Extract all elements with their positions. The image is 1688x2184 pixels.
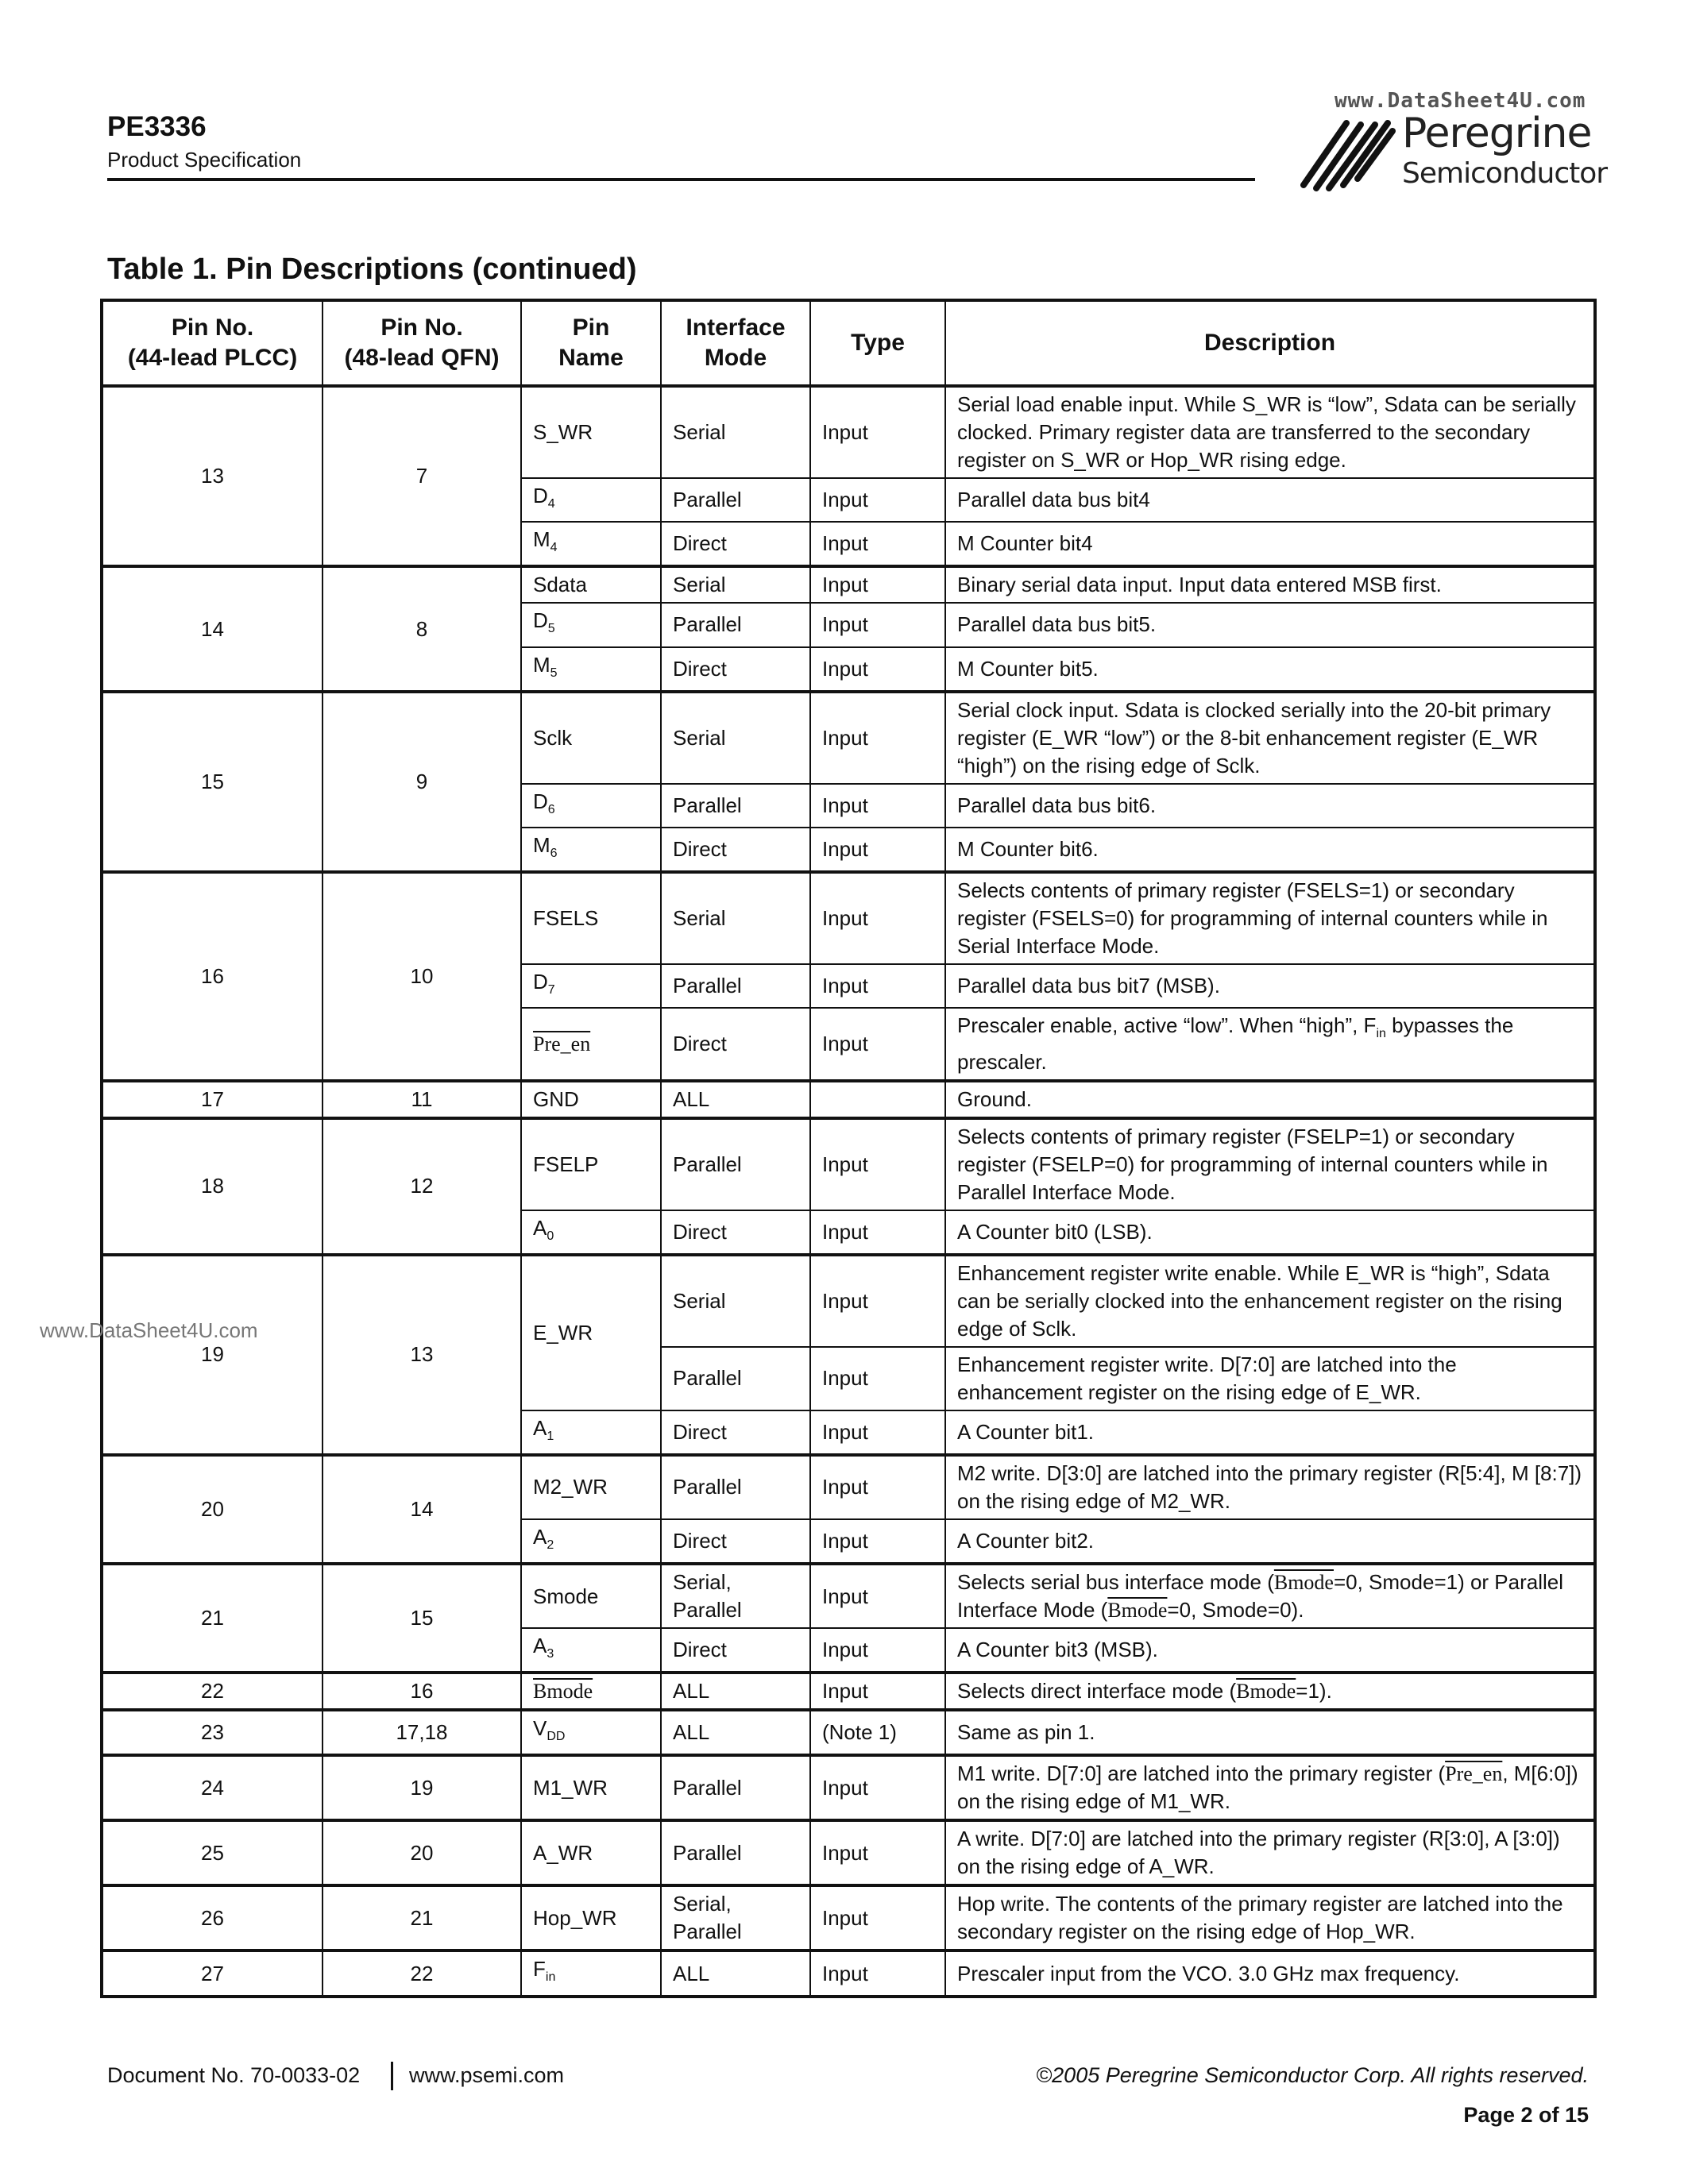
cell-type: Input bbox=[810, 1118, 945, 1210]
cell-pin-name bbox=[521, 692, 661, 784]
cell-description: A Counter bit3 (MSB). bbox=[945, 1628, 1595, 1673]
cell-qfn-pin: 13 bbox=[323, 1255, 521, 1455]
cell-type bbox=[810, 1081, 945, 1118]
cell-plcc-pin: 16 bbox=[102, 872, 323, 1080]
pin-name-text: M1_WR bbox=[533, 1775, 608, 1800]
cell-description: Prescaler input from the VCO. 3.0 GHz max frequency. bbox=[945, 1951, 1595, 1996]
subscript: 5 bbox=[550, 666, 558, 680]
pin-name-text: M bbox=[533, 527, 550, 552]
pin-group bbox=[102, 1255, 1595, 1455]
pin-group bbox=[102, 1673, 1595, 1710]
cell-pin-name bbox=[521, 1885, 661, 1951]
pin-name-text: A_WR bbox=[533, 1840, 593, 1865]
subscript: 1 bbox=[547, 1429, 554, 1443]
cell-description: Parallel data bus bit6. bbox=[945, 784, 1595, 828]
pin-group bbox=[102, 692, 1595, 872]
cell-pin-name bbox=[521, 647, 661, 692]
cell-interface-mode: Serial bbox=[661, 386, 810, 478]
cell-type: Input bbox=[810, 1755, 945, 1820]
cell-interface-mode: Parallel bbox=[661, 1347, 810, 1410]
cell-type: Input bbox=[810, 1564, 945, 1628]
cell-plcc-pin: 23 bbox=[102, 1710, 323, 1755]
cell-interface-mode: Parallel bbox=[661, 1455, 810, 1519]
cell-type: Input bbox=[810, 566, 945, 603]
cell-pin-name bbox=[521, 1628, 661, 1673]
cell-pin-name bbox=[521, 1255, 661, 1410]
cell-type: Input bbox=[810, 784, 945, 828]
cell-qfn-pin: 8 bbox=[323, 566, 521, 691]
header-rule bbox=[107, 178, 1255, 181]
cell-type: (Note 1) bbox=[810, 1710, 945, 1755]
cell-plcc-pin: 20 bbox=[102, 1455, 323, 1564]
pin-name-text: D bbox=[533, 789, 548, 813]
cell-interface-mode: Direct bbox=[661, 1008, 810, 1080]
cell-interface-mode: Direct bbox=[661, 1210, 810, 1255]
cell-type: Input bbox=[810, 1673, 945, 1710]
cell-description: M Counter bit6. bbox=[945, 828, 1595, 872]
subscript: 4 bbox=[547, 497, 555, 511]
cell-interface-mode: Parallel bbox=[661, 784, 810, 828]
pin-name-text: M bbox=[533, 832, 550, 857]
subscript: 2 bbox=[547, 1538, 554, 1553]
pin-group bbox=[102, 1755, 1595, 1820]
footer-separator bbox=[391, 2062, 393, 2090]
pin-name-text: E_WR bbox=[533, 1320, 593, 1345]
cell-description: Selects contents of primary register (FSELP=1) or secondary register (FSELP=0) for programming of internal counters while in Parallel Interface Mode. bbox=[945, 1118, 1595, 1210]
cell-interface-mode: ALL bbox=[661, 1673, 810, 1710]
pin-group bbox=[102, 1710, 1595, 1755]
cell-pin-name bbox=[521, 1673, 661, 1710]
cell-interface-mode: Serial bbox=[661, 566, 810, 603]
cell-type: Input bbox=[810, 522, 945, 566]
cell-pin-name bbox=[521, 784, 661, 828]
table-row bbox=[102, 1564, 1595, 1628]
cell-type: Input bbox=[810, 872, 945, 964]
pin-descriptions-table bbox=[100, 299, 1597, 1998]
pin-name-text: FSELS bbox=[533, 906, 599, 931]
pin-name-text: M2_WR bbox=[533, 1475, 608, 1499]
cell-qfn-pin: 7 bbox=[323, 386, 521, 566]
cell-description: Same as pin 1. bbox=[945, 1710, 1595, 1755]
desc-text: M1 write. D[7:0] are latched into the primary register ( bbox=[957, 1761, 1446, 1786]
cell-description: Parallel data bus bit5. bbox=[945, 603, 1595, 646]
cell-type: Input bbox=[810, 1410, 945, 1455]
subscript: 6 bbox=[550, 847, 558, 861]
pin-name-overlined: Pre_en bbox=[533, 1032, 591, 1055]
cell-pin-name bbox=[521, 603, 661, 646]
top-watermark: www.DataSheet4U.com bbox=[1335, 89, 1586, 113]
cell-pin-name bbox=[521, 1820, 661, 1885]
cell-description: M Counter bit5. bbox=[945, 647, 1595, 692]
subscript: 7 bbox=[547, 983, 555, 997]
cell-type: Input bbox=[810, 1347, 945, 1410]
cell-interface-mode: Direct bbox=[661, 522, 810, 566]
pin-name-text: F bbox=[533, 1957, 546, 1981]
side-watermark: www.DataSheet4U.com bbox=[40, 1318, 258, 1342]
table-row bbox=[102, 1455, 1595, 1519]
cell-interface-mode: Parallel bbox=[661, 1118, 810, 1210]
cell-interface-mode: ALL bbox=[661, 1951, 810, 1996]
cell-plcc-pin: 17 bbox=[102, 1081, 323, 1118]
pin-group bbox=[102, 872, 1595, 1080]
table-row bbox=[102, 386, 1595, 478]
cell-interface-mode: Parallel bbox=[661, 478, 810, 522]
subscript: 3 bbox=[547, 1647, 554, 1661]
desc-text: =0, Smode=1) or Parallel Interface Mode ( bbox=[957, 1570, 1564, 1623]
desc-text: , M[6:0]) on the rising edge of M1_WR. bbox=[957, 1761, 1578, 1814]
table-row bbox=[102, 692, 1595, 784]
cell-qfn-pin: 16 bbox=[323, 1673, 521, 1710]
desc-overlined: Bmode bbox=[1236, 1680, 1296, 1704]
subscript: in bbox=[1376, 1027, 1386, 1041]
cell-type: Input bbox=[810, 1255, 945, 1347]
footer-url: www.psemi.com bbox=[409, 2063, 565, 2087]
cell-description: A Counter bit0 (LSB). bbox=[945, 1210, 1595, 1255]
table-row bbox=[102, 1081, 1595, 1118]
header-plcc: Pin No. (44-lead PLCC) bbox=[102, 300, 323, 386]
subscript: 6 bbox=[547, 802, 555, 816]
cell-pin-name bbox=[521, 1410, 661, 1455]
cell-interface-mode: Direct bbox=[661, 1519, 810, 1564]
cell-qfn-pin: 21 bbox=[323, 1885, 521, 1951]
cell-interface-mode: Direct bbox=[661, 828, 810, 872]
cell-description: Parallel data bus bit4 bbox=[945, 478, 1595, 522]
pin-name-text: D bbox=[533, 608, 548, 633]
logo-stripes-icon bbox=[1299, 115, 1398, 195]
cell-interface-mode: Parallel bbox=[661, 603, 810, 646]
pin-name-text: Sdata bbox=[533, 573, 587, 597]
subscript: in bbox=[545, 1970, 556, 1985]
cell-description: A Counter bit1. bbox=[945, 1410, 1595, 1455]
cell-description: Serial load enable input. While S_WR is “low”, Sdata can be serially clocked. Primary register data are transferred to the secondary register on S_WR or Hop_WR rising edge. bbox=[945, 386, 1595, 478]
pin-name-text: Hop_WR bbox=[533, 1905, 617, 1930]
cell-type: Input bbox=[810, 692, 945, 784]
pin-name-text: A bbox=[533, 1215, 547, 1240]
cell-interface-mode: Direct bbox=[661, 1410, 810, 1455]
subscript: DD bbox=[547, 1730, 566, 1744]
cell-pin-name bbox=[521, 1118, 661, 1210]
table-row bbox=[102, 1710, 1595, 1755]
cell-interface-mode: Parallel bbox=[661, 964, 810, 1008]
logo-name: Peregrine bbox=[1402, 110, 1592, 157]
cell-qfn-pin: 9 bbox=[323, 692, 521, 872]
pin-group bbox=[102, 1951, 1595, 1996]
desc-overlined: Bmode bbox=[1107, 1599, 1168, 1623]
cell-interface-mode: ALL bbox=[661, 1081, 810, 1118]
cell-plcc-pin: 24 bbox=[102, 1755, 323, 1820]
cell-type: Input bbox=[810, 1885, 945, 1951]
cell-pin-name bbox=[521, 522, 661, 566]
cell-interface-mode: Serial bbox=[661, 1255, 810, 1347]
pin-name-text: D bbox=[533, 970, 548, 994]
pin-name-text: M bbox=[533, 652, 550, 677]
cell-type: Input bbox=[810, 1628, 945, 1673]
header-type: Type bbox=[810, 300, 945, 386]
cell-pin-name bbox=[521, 1951, 661, 1996]
cell-description: Enhancement register write. D[7:0] are latched into the enhancement register on the rising edge of E_WR. bbox=[945, 1347, 1595, 1410]
cell-qfn-pin: 20 bbox=[323, 1820, 521, 1885]
cell-type: Input bbox=[810, 1519, 945, 1564]
document-type: Product Specification bbox=[107, 148, 302, 172]
desc-text: =0, Smode=0). bbox=[1167, 1598, 1304, 1623]
header-description: Description bbox=[945, 300, 1595, 386]
cell-interface-mode: Serial, Parallel bbox=[661, 1885, 810, 1951]
table-row bbox=[102, 1755, 1595, 1820]
peregrine-logo bbox=[1299, 110, 1608, 199]
cell-plcc-pin: 18 bbox=[102, 1118, 323, 1255]
cell-pin-name bbox=[521, 386, 661, 478]
cell-qfn-pin: 22 bbox=[323, 1951, 521, 1996]
table-row bbox=[102, 566, 1595, 603]
table-row bbox=[102, 1118, 1595, 1210]
cell-description: Enhancement register write enable. While E_WR is “high”, Sdata can be serially clocked into the enhancement register on the rising edge of Sclk. bbox=[945, 1255, 1595, 1347]
cell-type: Input bbox=[810, 964, 945, 1008]
cell-description: A Counter bit2. bbox=[945, 1519, 1595, 1564]
desc-overlined: Bmode bbox=[1273, 1571, 1334, 1595]
pin-name-overlined: Bmode bbox=[533, 1680, 593, 1704]
cell-description: A write. D[7:0] are latched into the primary register (R[3:0], A [3:0]) on the rising edge of A_WR. bbox=[945, 1820, 1595, 1885]
table-row bbox=[102, 1820, 1595, 1885]
pin-group bbox=[102, 1885, 1595, 1951]
cell-plcc-pin: 21 bbox=[102, 1564, 323, 1673]
pin-group bbox=[102, 1564, 1595, 1673]
footer-copyright: ©2005 Peregrine Semiconductor Corp. All rights reserved. bbox=[1036, 2063, 1589, 2087]
table-row bbox=[102, 1885, 1595, 1951]
desc-overlined: Pre_en bbox=[1445, 1762, 1503, 1786]
cell-description: Ground. bbox=[945, 1081, 1595, 1118]
pin-group bbox=[102, 1081, 1595, 1118]
cell-description: Binary serial data input. Input data entered MSB first. bbox=[945, 566, 1595, 603]
cell-plcc-pin: 27 bbox=[102, 1951, 323, 1996]
cell-type: Input bbox=[810, 828, 945, 872]
cell-pin-name bbox=[521, 478, 661, 522]
cell-pin-name bbox=[521, 1455, 661, 1519]
cell-qfn-pin: 19 bbox=[323, 1755, 521, 1820]
cell-description: Parallel data bus bit7 (MSB). bbox=[945, 964, 1595, 1008]
cell-description: Hop write. The contents of the primary register are latched into the secondary register on the rising edge of Hop_WR. bbox=[945, 1885, 1595, 1951]
desc-text: Selects direct interface mode ( bbox=[957, 1679, 1237, 1704]
cell-pin-name bbox=[521, 1210, 661, 1255]
cell-qfn-pin: 15 bbox=[323, 1564, 521, 1673]
cell-type: Input bbox=[810, 1820, 945, 1885]
cell-interface-mode: Parallel bbox=[661, 1755, 810, 1820]
cell-pin-name bbox=[521, 1519, 661, 1564]
cell-plcc-pin: 15 bbox=[102, 692, 323, 872]
pin-group bbox=[102, 566, 1595, 691]
cell-interface-mode: Serial bbox=[661, 692, 810, 784]
cell-type: Input bbox=[810, 1008, 945, 1080]
cell-description: Serial clock input. Sdata is clocked serially into the 20-bit primary register (E_WR “low”) or the 8-bit enhancement register (E_WR “high”) on the rising edge of Sclk. bbox=[945, 692, 1595, 784]
cell-interface-mode: Direct bbox=[661, 1628, 810, 1673]
subscript: 0 bbox=[547, 1229, 554, 1243]
cell-plcc-pin: 14 bbox=[102, 566, 323, 691]
table-row bbox=[102, 1951, 1595, 1996]
cell-description: M Counter bit4 bbox=[945, 522, 1595, 566]
cell-pin-name bbox=[521, 964, 661, 1008]
desc-text: bypasses the prescaler. bbox=[957, 1013, 1514, 1074]
cell-interface-mode: Serial, Parallel bbox=[661, 1564, 810, 1628]
cell-qfn-pin: 10 bbox=[323, 872, 521, 1080]
cell-interface-mode: Direct bbox=[661, 647, 810, 692]
cell-description bbox=[945, 1564, 1595, 1628]
pin-name-text: Smode bbox=[533, 1584, 599, 1608]
cell-plcc-pin: 22 bbox=[102, 1673, 323, 1710]
pin-group bbox=[102, 1820, 1595, 1885]
cell-description: Selects contents of primary register (FSELS=1) or secondary register (FSELS=0) for programming of internal counters while in Serial Interface Mode. bbox=[945, 872, 1595, 964]
cell-interface-mode: Parallel bbox=[661, 1820, 810, 1885]
cell-qfn-pin: 17,18 bbox=[323, 1710, 521, 1755]
pin-name-text: D bbox=[533, 484, 548, 507]
subscript: 4 bbox=[550, 541, 558, 555]
logo-subtitle: Semiconductor bbox=[1402, 157, 1608, 190]
cell-description bbox=[945, 1008, 1595, 1080]
pin-name-text: GND bbox=[533, 1086, 579, 1111]
cell-plcc-pin: 26 bbox=[102, 1885, 323, 1951]
cell-pin-name bbox=[521, 1564, 661, 1628]
cell-description: M2 write. D[3:0] are latched into the primary register (R[5:4], M [8:7]) on the rising edge of M2_WR. bbox=[945, 1455, 1595, 1519]
pin-name-text: A bbox=[533, 1415, 547, 1440]
cell-type: Input bbox=[810, 603, 945, 646]
pin-name-text: S_WR bbox=[533, 420, 593, 444]
cell-plcc-pin: 19 bbox=[102, 1255, 323, 1455]
cell-type: Input bbox=[810, 386, 945, 478]
table-row bbox=[102, 1673, 1595, 1710]
desc-text: =1). bbox=[1296, 1679, 1332, 1704]
footer-page-number: Page 2 of 15 bbox=[1463, 2103, 1589, 2127]
cell-pin-name bbox=[521, 828, 661, 872]
cell-type: Input bbox=[810, 1951, 945, 1996]
pin-group bbox=[102, 386, 1595, 566]
header-pin-name: Pin Name bbox=[521, 300, 661, 386]
pin-name-text: A bbox=[533, 1634, 547, 1658]
cell-type: Input bbox=[810, 647, 945, 692]
cell-pin-name bbox=[521, 872, 661, 964]
cell-type: Input bbox=[810, 1210, 945, 1255]
cell-interface-mode: Serial bbox=[661, 872, 810, 964]
pin-name-text: V bbox=[533, 1716, 547, 1741]
cell-plcc-pin: 13 bbox=[102, 386, 323, 566]
cell-interface-mode: ALL bbox=[661, 1710, 810, 1755]
header-interface-mode: Interface Mode bbox=[661, 300, 810, 386]
pin-name-text: Sclk bbox=[533, 725, 573, 750]
pin-group bbox=[102, 1118, 1595, 1255]
cell-type: Input bbox=[810, 1455, 945, 1519]
part-number: PE3336 bbox=[107, 111, 207, 142]
cell-qfn-pin: 12 bbox=[323, 1118, 521, 1255]
table-title: Table 1. Pin Descriptions (continued) bbox=[107, 253, 637, 286]
cell-description bbox=[945, 1673, 1595, 1710]
cell-pin-name bbox=[521, 1755, 661, 1820]
pin-name-text: FSELP bbox=[533, 1152, 599, 1176]
table-row bbox=[102, 872, 1595, 964]
cell-plcc-pin: 25 bbox=[102, 1820, 323, 1885]
cell-pin-name bbox=[521, 566, 661, 603]
desc-text: Selects serial bus interface mode ( bbox=[957, 1570, 1274, 1595]
cell-qfn-pin: 14 bbox=[323, 1455, 521, 1564]
table-header-row bbox=[102, 300, 1595, 386]
cell-pin-name bbox=[521, 1710, 661, 1755]
footer-document-number: Document No. 70-0033-02 bbox=[107, 2063, 361, 2087]
header-qfn: Pin No. (48-lead QFN) bbox=[323, 300, 521, 386]
pin-name-text: A bbox=[533, 1524, 547, 1549]
cell-pin-name bbox=[521, 1081, 661, 1118]
pin-group bbox=[102, 1455, 1595, 1564]
subscript: 5 bbox=[547, 622, 555, 636]
cell-description bbox=[945, 1755, 1595, 1820]
table-row bbox=[102, 1255, 1595, 1347]
cell-type: Input bbox=[810, 478, 945, 522]
cell-pin-name bbox=[521, 1008, 661, 1080]
desc-text: Prescaler enable, active “low”. When “high”, F bbox=[957, 1013, 1377, 1038]
cell-qfn-pin: 11 bbox=[323, 1081, 521, 1118]
